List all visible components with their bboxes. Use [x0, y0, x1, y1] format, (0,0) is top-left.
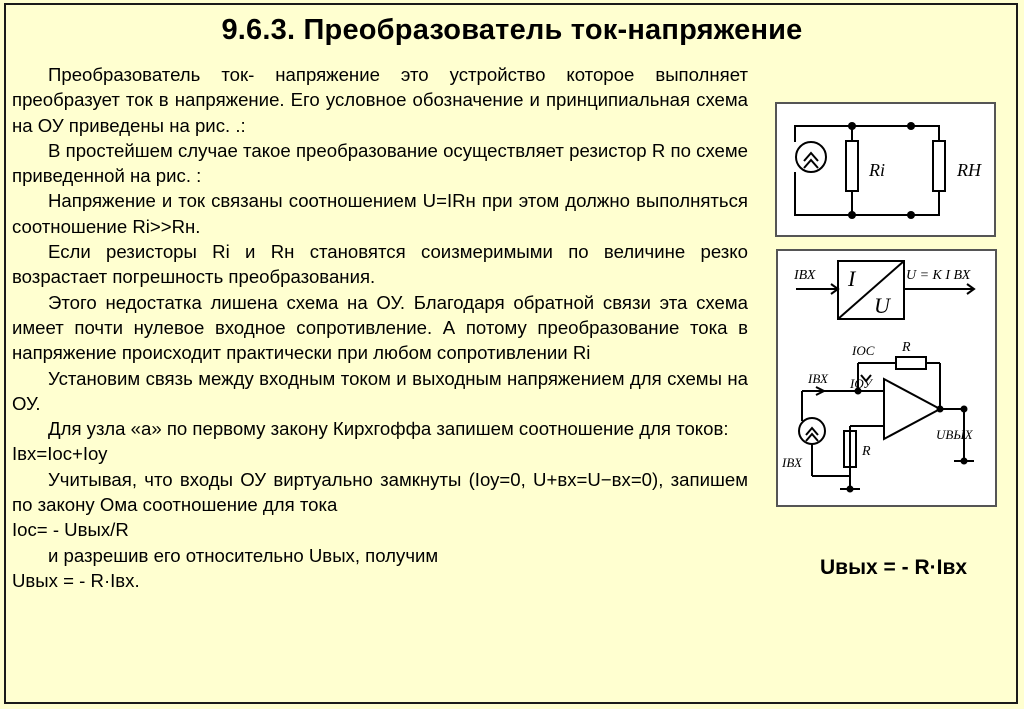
label-rn: RН [957, 160, 981, 180]
source-current-label: IВХ [782, 455, 802, 470]
opamp-circuit-diagram [778, 251, 995, 505]
paragraph-relation: Напряжение и ток связаны соотношением U=IRн при этом должно выполняться соотношение Ri>>Rн. [12, 190, 748, 237]
paragraph-solve: и разрешив его относительно Uвых, получим [48, 544, 439, 566]
paragraph-simple-case: В простейшем случае такое преобразование осуществляет резистор R по схеме приведенной на рис. : [12, 139, 748, 187]
opamp-current-label: IОУ [850, 376, 872, 391]
block-label-bottom: U [874, 293, 890, 318]
node-current-label: IВХ [808, 371, 828, 386]
slide-title: 9.6.3. Преобразователь ток-напряжение [221, 14, 803, 46]
feedback-resistor-label: R [902, 340, 911, 355]
equation-uout: Uвых = - R·Iвх. [12, 569, 140, 591]
body-text [12, 62, 748, 593]
paragraph-error: Если резисторы Ri и Rн становятся соизмеримыми по величине резко возрастает погрешность преобразования. [12, 241, 748, 288]
resistor-circuit-diagram [777, 104, 994, 235]
output-label: UВЫХ [936, 427, 973, 442]
label-ri: Ri [869, 160, 885, 180]
paragraph-ohm: Учитывая, что входы ОУ виртуально замкнуты (Iоу=0, U+вх=U−вх=0), запишем по закону Ома соотношение для тока [12, 468, 748, 516]
paragraph-relation-2: Установим связь между входным током и выходным напряжением для схемы на ОУ. [12, 367, 748, 414]
figure-resistor-converter [775, 102, 996, 237]
equation-currents: Iвх=Iос+Iоу [12, 443, 108, 465]
ground-resistor-label: R [862, 444, 871, 459]
feedback-current-label: IОС [852, 343, 875, 358]
figure-opamp-converter [776, 249, 997, 507]
result-formula: Uвых = - R·Iвх [820, 556, 968, 579]
paragraph-kirchhoff: Для узла «а» по первому закону Кирхгоффа запишем соотношение для токов: [48, 418, 729, 440]
input-current-label: IВХ [794, 268, 816, 283]
equation-ioc: Iос= - Uвых/R [12, 519, 129, 541]
block-label-top: I [848, 266, 856, 291]
paragraph-intro: Преобразователь ток- напряжение это устройство которое выполняет преобразует ток в напряжение. Его условное обозначение и принципиальная схема на ОУ приведены на рис. .: [12, 64, 748, 136]
paragraph-opamp: Этого недостатка лишена схема на ОУ. Благодаря обратной связи эта схема имеет почти нулевое входное сопротивление. А потому преобразование тока в напряжение происходит практически при любом сопротивлении Ri [12, 291, 748, 364]
output-voltage-label: U = K I ВХ [906, 268, 971, 283]
